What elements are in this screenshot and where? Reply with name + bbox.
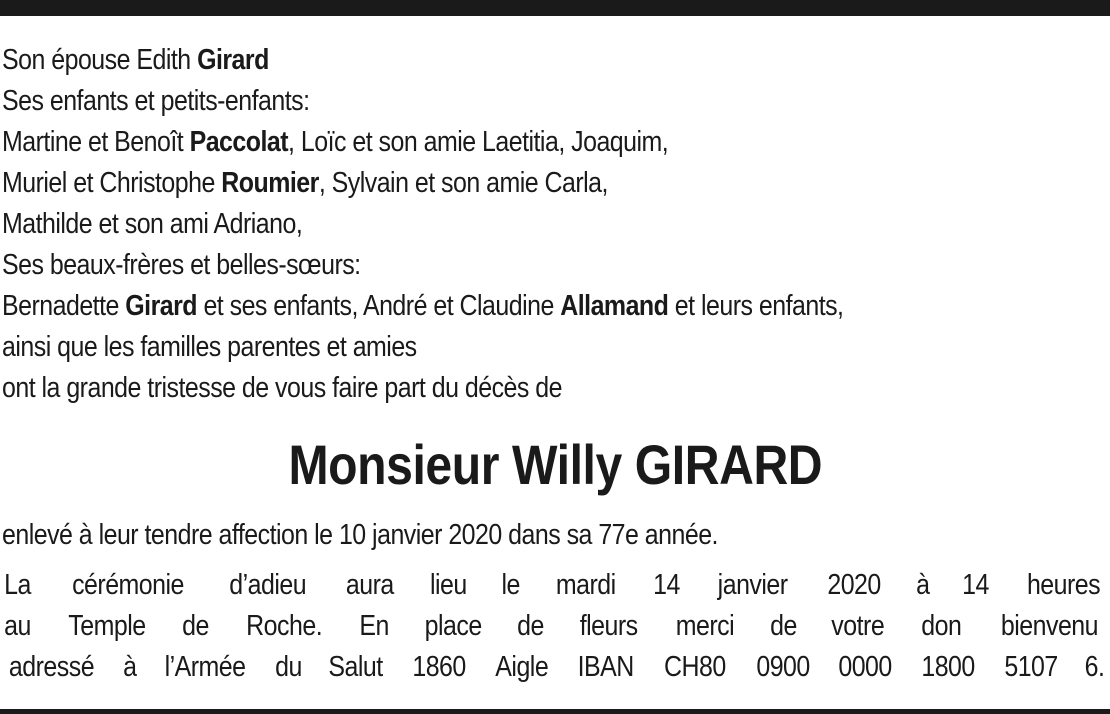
word: 2020	[826, 569, 881, 601]
word: 1800	[921, 651, 976, 683]
surname: Girard	[125, 290, 198, 322]
word: adressé	[8, 651, 95, 683]
word: heures	[1026, 569, 1100, 601]
announcement-line-7	[2, 286, 951, 327]
passing-statement	[2, 515, 1106, 556]
announcement-line-3	[2, 122, 951, 163]
ceremony-details	[2, 565, 1106, 688]
word: place	[424, 610, 482, 642]
word: aura	[345, 569, 394, 601]
word: l’Armée	[164, 651, 246, 683]
text-span: Bernadette	[2, 290, 126, 322]
word: En	[359, 610, 390, 642]
word: merci	[675, 610, 735, 642]
text-span: Muriel et Christophe	[2, 167, 222, 199]
word: 1860	[412, 651, 467, 683]
announcement-line-9: ont la grande tristesse de vous faire part du décès de	[2, 372, 562, 404]
text-span: et ses enfants, André et Claudine	[197, 290, 561, 322]
word: fleurs	[579, 610, 638, 642]
word: mardi	[556, 569, 616, 601]
word: bienvenu	[1000, 610, 1099, 642]
word: du	[274, 651, 302, 683]
text-span: , Sylvain et son amie Carla,	[318, 167, 608, 199]
word: votre	[831, 610, 885, 642]
word: de	[769, 610, 797, 642]
surname: Girard	[197, 44, 269, 76]
word: Roche.	[246, 610, 323, 642]
announcement-line-2: Ses enfants et petits-enfants:	[2, 85, 310, 117]
announcement-line-1	[2, 40, 951, 81]
ceremony-line-1	[2, 565, 1106, 606]
word: 0000	[838, 651, 893, 683]
word: cérémonie	[72, 569, 184, 601]
ceremony-line-3	[2, 647, 1106, 688]
word: Salut	[328, 651, 384, 683]
word: 14	[652, 569, 680, 601]
bottom-border	[0, 709, 1110, 714]
passing-line: enlevé à leur tendre affection le 10 janvier 2020 dans sa 77e année.	[2, 519, 718, 551]
announcement-line-4	[2, 163, 951, 204]
word: 0900	[756, 651, 810, 683]
word: de	[182, 610, 210, 642]
text-span: et leurs enfants,	[668, 290, 844, 322]
word: au	[4, 610, 31, 642]
ceremony-line-2	[2, 606, 1106, 647]
announcement-line-8: ainsi que les familles parentes et amies	[2, 331, 417, 363]
family-announcement	[2, 40, 1106, 409]
word: à	[122, 651, 137, 683]
announcement-line-6: Ses beaux-frères et belles-sœurs:	[2, 249, 361, 281]
text-span: Son épouse Edith	[2, 44, 198, 76]
word: IBAN	[577, 651, 634, 683]
deceased-name-heading	[0, 430, 1110, 500]
text-span: Martine et Benoît	[2, 126, 190, 158]
word: 14	[962, 569, 989, 601]
deceased-name: Monsieur Willy GIRARD	[288, 433, 822, 496]
announcement-line-5: Mathilde et son ami Adriano,	[2, 208, 303, 240]
word: lieu	[430, 569, 468, 601]
word: le	[501, 569, 520, 601]
surname: Paccolat	[189, 126, 289, 158]
top-border	[0, 0, 1110, 16]
word: de	[517, 610, 545, 642]
surname: Allamand	[560, 290, 669, 322]
word: CH80	[664, 651, 726, 683]
surname: Roumier	[221, 167, 319, 199]
word: Aigle	[495, 651, 549, 683]
word: à	[915, 569, 929, 601]
word: d’adieu	[229, 569, 306, 601]
word: 5107	[1004, 651, 1058, 683]
word: janvier	[717, 569, 788, 601]
word: 6.	[1084, 651, 1105, 683]
word: don	[920, 610, 962, 642]
word: Temple	[68, 610, 146, 642]
word: La	[4, 569, 31, 601]
text-span: , Loïc et son amie Laetitia, Joaquim,	[288, 126, 669, 158]
